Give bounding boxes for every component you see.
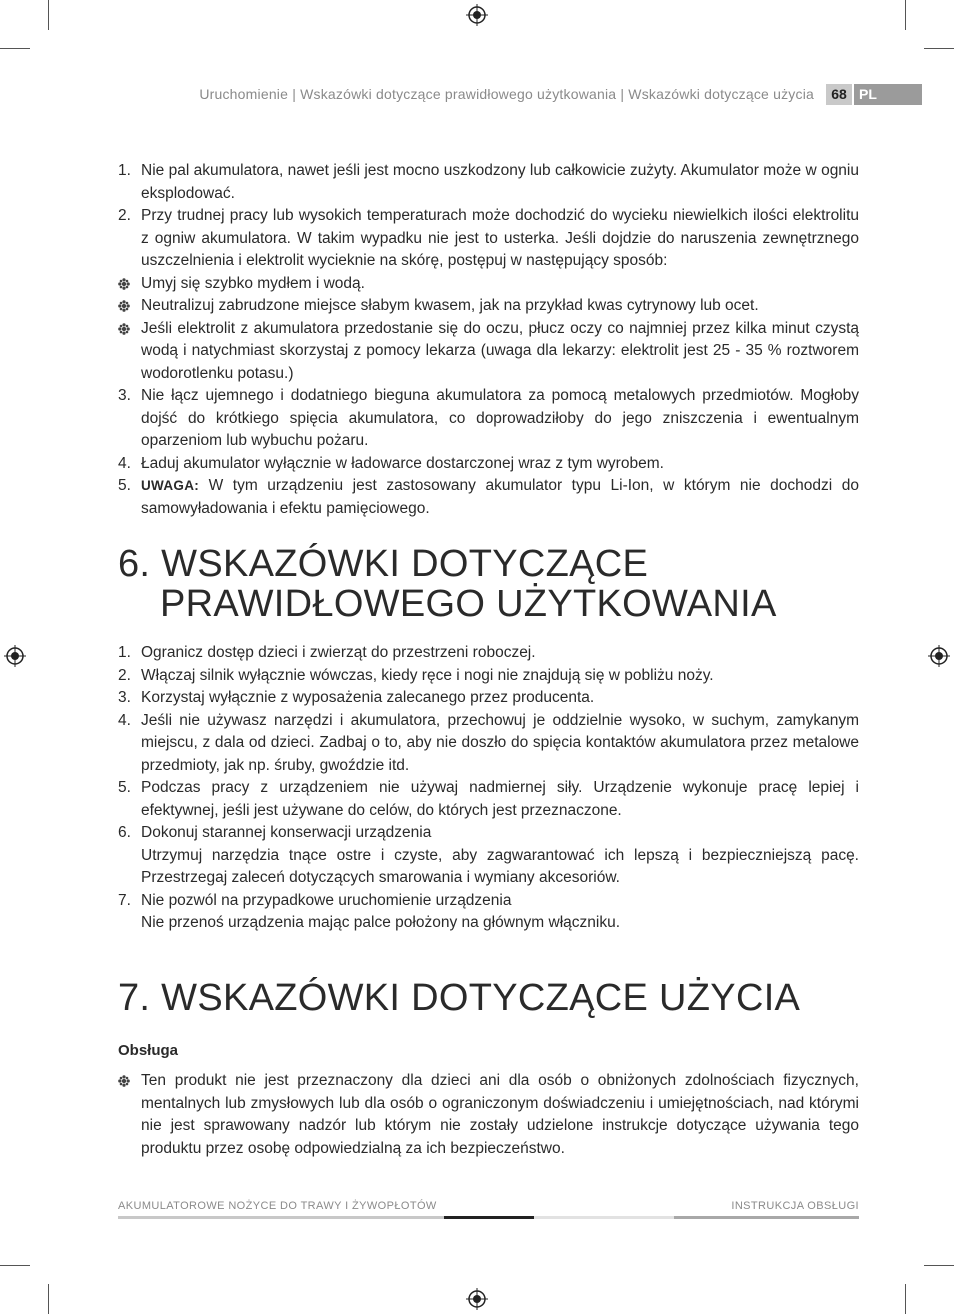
section-6 (118, 544, 859, 624)
battery-safety-list (118, 160, 859, 520)
footer-doc-type: INSTRUKCJA OBSŁUGI (731, 1200, 859, 1212)
section-7-subheading (118, 1040, 859, 1063)
running-header: Uruchomienie | Wskazówki dotyczące prawidłowego użytkowania | Wskazówki dotyczące użycia (199, 86, 814, 102)
footer-rule (674, 1216, 859, 1219)
list-item: 4. Jeśli nie używasz narzędzi i akumulatora, przechowuj je oddzielnie wysoko, w suchym, zamykanym miejscu, z dala od dzieci. Zadbaj o to, aby nie doszło do spięcia kontaktów akumulatora przez metalowe przedmioty, jak np. śruby, gwoździe itd. (118, 711, 859, 774)
warning-label: UWAGA: (141, 478, 200, 493)
crop-mark (48, 0, 49, 30)
crop-mark (924, 48, 954, 49)
section-7-title: 7. WSKAZÓWKI DOTYCZĄCE UŻYCIA (118, 977, 801, 1019)
list-item: 5. Podczas pracy z urządzeniem nie używaj nadmiernej siły. Urządzenie wykonuje pracę lepiej i efektywnej, jeśli jest używane do celów, do których jest przeznaczone. (118, 779, 859, 819)
bullet-flower-icon (118, 323, 130, 335)
footer-rule (118, 1216, 444, 1219)
crop-mark (905, 1284, 906, 1314)
crop-mark (0, 1265, 30, 1266)
registration-mark-icon (466, 1288, 488, 1310)
section-7-body (118, 1070, 859, 1160)
bullet-flower-icon (118, 300, 130, 312)
crop-mark (0, 48, 30, 49)
list-item: 1. Ogranicz dostęp dzieci i zwierząt do przestrzeni roboczej. (118, 644, 536, 661)
section-7 (118, 978, 859, 1018)
section-6-title: 6. WSKAZÓWKI DOTYCZĄCE PRAWIDŁOWEGO UŻYTKOWANIA (118, 543, 777, 625)
bullet-flower-icon (118, 278, 130, 290)
footer-product-name: AKUMULATOROWE NOŻYCE DO TRAWY I ŻYWOPŁOTÓW (118, 1200, 437, 1212)
bullet-item: Jeśli elektrolit z akumulatora przedostanie się do oczu, płucz oczy co najmniej przez kilka minut czystą wodą i natychmiast skorzystaj z pomocy lekarza (uwaga dla lekarzy: elektrolit jest 25 - 35 % roztworem wodorotlenku potasu.) (118, 318, 859, 386)
list-item: 1. Nie pal akumulatora, nawet jeśli jest mocno uszkodzony lub całkowicie zużyty. Akumulator może w ogniu eksplodować. (118, 162, 859, 202)
registration-mark-icon (4, 645, 26, 667)
list-item: 6. Dokonuj starannej konserwacji urządzenia Utrzymuj narzędzia tnące ostre i czyste, aby zagwarantować ich lepszą i bezpieczniejszą pacę. Przestrzegaj zaleceń dotyczących smarowania i wymiany akcesoriów. (118, 824, 859, 886)
bullet-item: Neutralizuj zabrudzone miejsce słabym kwasem, jak na przykład kwas cytrynowy lub ocet. (118, 295, 859, 318)
crop-mark (48, 1284, 49, 1314)
list-item: 2. Włączaj silnik wyłącznie wówczas, kiedy ręce i nogi nie znajdują się w pobliżu noży. (118, 666, 714, 684)
page-number: 68 (826, 84, 852, 105)
language-tab: PL (854, 84, 922, 105)
list-item: 4. Ładuj akumulator wyłącznie w ładowarce dostarczonej wraz z tym wyrobem. (118, 454, 664, 472)
bullet-item: Ten produkt nie jest przeznaczony dla dzieci ani dla osób o obniżonych zdolnościach fizycznych, mentalnych lub zmysłowych lub dla osób o ograniczonym doświadczeniu i umiejętnościach, nad którymi nie jest sprawowany nadzór lub którym nie zostały udzielone instrukcje dotyczące używania tego produktu przez osobę odpowiedzialną za ich bezpieczeństwo. (118, 1070, 859, 1160)
list-item: 3. Nie łącz ujemnego i dodatniego bieguna akumulatora za pomocą metalowych przedmiotów. Mogłoby dojść do krótkiego spięcia akumulatora, co doprowadziłoby do jego zniszczenia i ewentualnym oparzeniom lub wybuchu pożaru. (118, 387, 859, 449)
crop-mark (924, 1265, 954, 1266)
list-item: 3. Korzystaj wyłącznie z wyposażenia zalecanego przez producenta. (118, 689, 595, 706)
list-item: 2. Przy trudnej pracy lub wysokich temperaturach może dochodzić do wycieku niewielkich ilości elektrolitu z ogniw akumulatora. W takim wypadku nie jest to usterka. Jeśli dojdzie do naruszenia zewnętrznego uszczelnienia i elektrolit wycieknie na skórę, postępuj w następujący sposób: (118, 207, 859, 269)
bullet-flower-icon (118, 1075, 130, 1087)
list-item: 5. UWAGA: W tym urządzeniu jest zastosowany akumulator typu Li-Ion, w którym nie dochodzi do samowyładowania i efektu pamięciowego. (118, 477, 859, 517)
registration-mark-icon (466, 4, 488, 26)
list-item: 7. Nie pozwól na przypadkowe uruchomienie urządzenia Nie przenoś urządzenia mając palce położony na głównym włączniku. (118, 891, 621, 931)
subheading: Obsługa (118, 1042, 179, 1059)
registration-mark-icon (928, 645, 950, 667)
footer-rule (534, 1216, 674, 1219)
usage-safety-list (118, 642, 859, 935)
bullet-item: Umyj się szybko mydłem i wodą. (118, 273, 859, 296)
crop-mark (905, 0, 906, 30)
footer-rule (444, 1216, 534, 1219)
